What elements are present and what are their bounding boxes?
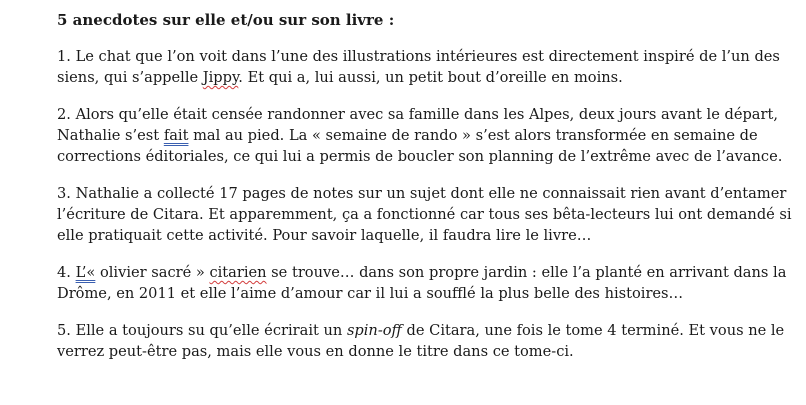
- anecdote-4-text-c: se trouve… dans son propre jardin : elle l’a planté en arrivant dans la Drôme, en 2011 et elle l’aime d’amour car il lui a soufflé la plus belle des histoires…: [57, 264, 787, 302]
- spellcheck-word-jippy[interactable]: Jippy: [202, 69, 239, 86]
- spellcheck-word-citarien[interactable]: citarien: [209, 264, 267, 281]
- anecdote-5-text-a: 5. Elle a toujours su qu’elle écrirait un: [57, 322, 347, 339]
- document-body: [57, 9, 797, 378]
- anecdote-4: [57, 262, 797, 304]
- anecdote-2-text-a: 2. Alors qu’elle était censée randonner avec sa famille dans les Alpes, deux jours avant le départ, Nathalie s’est: [57, 106, 778, 144]
- anecdote-4-text-a: 4.: [57, 264, 76, 281]
- anecdote-2-text-b: mal au pied. La « semaine de rando » s’est alors transformée en semaine de corrections éditoriales, ce qui lui a permis de boucler son planning de l’extrême avec de l’avance.: [57, 127, 783, 165]
- anecdote-5: [57, 320, 797, 362]
- anecdote-2: [57, 104, 797, 167]
- grammar-flag-l-quote[interactable]: L’«: [75, 264, 96, 281]
- document-heading: 5 anecdotes sur elle et/ou sur son livre :: [57, 11, 395, 29]
- anecdote-1-text-a: 1. Le chat que l’on voit dans l’une des illustrations intérieures est directement inspiré de l’un des siens, qui s’appelle: [57, 48, 780, 86]
- anecdote-1-text-b: . Et qui a, lui aussi, un petit bout d’oreille en moins.: [238, 69, 623, 86]
- anecdote-5-text-b: de Citara, une fois le tome 4 terminé. Et vous ne le verrez peut-être pas, mais elle vous en donne le titre dans ce tome-ci.: [57, 322, 785, 360]
- anecdote-1: [57, 46, 797, 88]
- grammar-flag-fait[interactable]: fait: [163, 127, 189, 144]
- anecdote-3: 3. Nathalie a collecté 17 pages de notes sur un sujet dont elle ne connaissait rien avant d’entamer l’écriture de Citara. Et apparemment, ça a fonctionné car tous ses bêta-lecteurs lui ont demandé si elle pratiquait cette activité. Pour savoir laquelle, il faudra lire le livre…: [57, 185, 792, 244]
- anecdote-4-text-b: olivier sacré »: [95, 264, 210, 281]
- anecdote-5-italic-term: spin-off: [346, 322, 402, 339]
